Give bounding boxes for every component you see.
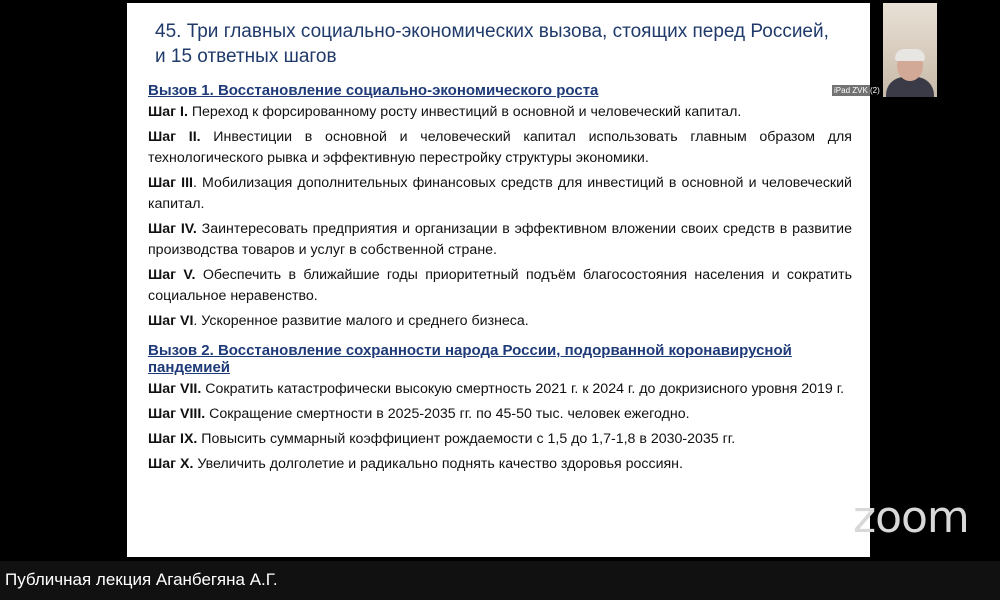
step-2 <box>148 127 852 169</box>
zoom-watermark: zoom <box>853 492 969 543</box>
step-3 <box>148 173 852 215</box>
step-8 <box>148 404 852 425</box>
shared-slide <box>127 3 870 557</box>
caption-bar <box>0 561 1000 600</box>
step-number: Шаг IV. <box>148 221 197 237</box>
step-number: Шаг V. <box>148 267 196 283</box>
step-text: Заинтересовать предприятия и организации в эффективном вложении своих средств в развитие производства товаров и услуг в собственной стране. <box>148 221 852 258</box>
slide-title <box>155 19 852 69</box>
participant-video-tile[interactable] <box>883 3 937 97</box>
participant-hair <box>895 49 925 61</box>
step-7 <box>148 379 852 400</box>
step-number: Шаг II. <box>148 129 201 145</box>
step-text: . Мобилизация дополнительных финансовых средств для инвестиций в основной и человеческий капитал. <box>148 175 852 212</box>
step-text: Инвестиции в основной и человеческий капитал использовать главным образом для технологического рывка и эффективную перестройку структуры экономики. <box>148 129 852 166</box>
step-number: Шаг III <box>148 175 193 191</box>
challenge-1-steps <box>148 102 852 332</box>
step-number: Шаг I. <box>148 104 188 120</box>
step-text: Обеспечить в ближайшие годы приоритетный подъём благосостояния населения и сократить социальное неравенство. <box>148 267 852 304</box>
step-5 <box>148 265 852 307</box>
step-text: Сократить катастрофически высокую смертность 2021 г. к 2024 г. до докризисного уровня 2019 г. <box>201 381 845 397</box>
video-caption: Публичная лекция Аганбегяна А.Г. <box>5 570 278 589</box>
step-text: Увеличить долголетие и радикально поднять качество здоровья россиян. <box>193 456 683 472</box>
slide-title-line1: 45. Три главных социально-экономических вызова, стоящих перед Россией, <box>155 21 829 42</box>
step-text: Сокращение смертности в 2025-2035 гг. по 45-50 тыс. человек ежегодно. <box>205 406 690 422</box>
step-number: Шаг VII. <box>148 381 202 397</box>
step-number: Шаг X. <box>148 456 194 472</box>
step-text: Переход к форсированному росту инвестиций в основной и человеческий капитал. <box>187 104 742 120</box>
step-number: Шаг VI <box>148 313 194 329</box>
participant-name-label: iPad ZVK (2) <box>834 86 880 95</box>
step-6 <box>148 311 852 332</box>
step-number: Шаг IX. <box>148 431 198 447</box>
step-4 <box>148 219 852 261</box>
challenge-2-steps <box>148 379 852 475</box>
step-number: Шаг VIII. <box>148 406 206 422</box>
step-9 <box>148 429 852 450</box>
step-10 <box>148 454 852 475</box>
step-1 <box>148 102 852 123</box>
step-text: Повысить суммарный коэффициент рождаемости с 1,5 до 1,7-1,8 в 2030-2035 гг. <box>197 431 736 447</box>
slide-title-line2: и 15 ответных шагов <box>155 46 337 67</box>
challenge-1-heading: Вызов 1. Восстановление социально-экономического роста <box>148 82 599 99</box>
challenge-2-heading: Вызов 2. Восстановление сохранности народа России, подорванной коронавирусной пандемией <box>148 342 792 376</box>
step-text: . Ускоренное развитие малого и среднего бизнеса. <box>193 313 529 329</box>
